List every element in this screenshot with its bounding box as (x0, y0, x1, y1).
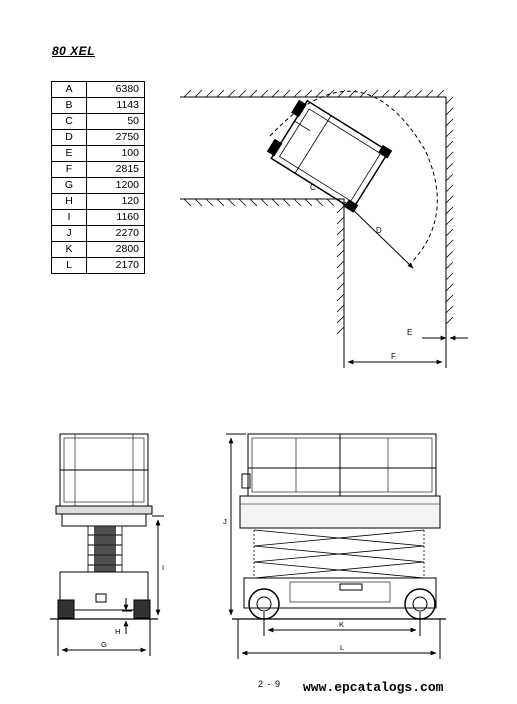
dim-key: L (52, 258, 87, 274)
hatch-line (272, 90, 279, 97)
hatch-line (294, 199, 301, 206)
hatch-line (446, 163, 453, 170)
hatch-line (195, 90, 202, 97)
hatch-line (337, 217, 344, 224)
hatch-line (337, 294, 344, 301)
hatch-line (337, 327, 344, 334)
dim-value: 1160 (87, 210, 145, 226)
hatch-line (446, 185, 453, 192)
corridor-plan-view (180, 90, 468, 368)
dim-value: 120 (87, 194, 145, 210)
machine-top-view (264, 95, 391, 212)
page-number: 2 - 9 (258, 679, 282, 689)
label-g: G (101, 640, 107, 649)
hatch-line (446, 174, 453, 181)
dim-key: K (52, 242, 87, 258)
hatch-line (437, 90, 444, 97)
dim-key: G (52, 178, 87, 194)
dim-key: C (52, 114, 87, 130)
hatch-line (446, 130, 453, 137)
hatch-line (446, 306, 453, 313)
dim-value: 2270 (87, 226, 145, 242)
model-title: 80 XEL (52, 44, 96, 58)
hatch-line (382, 90, 389, 97)
label-f: F (391, 352, 396, 361)
outer-wall (180, 97, 446, 331)
hatch-line (261, 90, 268, 97)
label-d: D (376, 226, 382, 235)
hatch-line (415, 90, 422, 97)
side-view (226, 434, 446, 659)
label-c: C (310, 183, 316, 192)
hatch-line (206, 90, 213, 97)
hatch-line (446, 97, 453, 104)
hatch-line (217, 199, 224, 206)
hatch-line (446, 251, 453, 258)
hatch-line (337, 261, 344, 268)
hatch-line (184, 90, 191, 97)
wall-hatching (184, 90, 453, 334)
hatch-line (228, 199, 235, 206)
dim-value: 100 (87, 146, 145, 162)
hatch-line (294, 90, 301, 97)
hatch-line (327, 90, 334, 97)
hatch-line (404, 90, 411, 97)
dim-value: 2800 (87, 242, 145, 258)
hatch-line (228, 90, 235, 97)
hatch-line (337, 239, 344, 246)
label-i: I (162, 563, 165, 572)
website-link[interactable]: www.epcatalogs.com (303, 680, 444, 695)
dim-key: D (52, 130, 87, 146)
hatch-line (272, 199, 279, 206)
hatch-line (338, 90, 345, 97)
hatch-line (206, 199, 213, 206)
hatch-line (446, 262, 453, 269)
hatch-line (446, 240, 453, 247)
dim-key: A (52, 82, 87, 98)
dim-key: H (52, 194, 87, 210)
front-view (50, 434, 164, 656)
hatch-line (426, 90, 433, 97)
hatch-line (446, 196, 453, 203)
dim-value: 2750 (87, 130, 145, 146)
inner-wall (180, 199, 344, 331)
hatch-line (316, 90, 323, 97)
label-e: E (407, 328, 413, 337)
hatch-line (446, 273, 453, 280)
hatch-line (446, 119, 453, 126)
hatch-line (261, 199, 268, 206)
dim-key: J (52, 226, 87, 242)
hatch-line (337, 250, 344, 257)
label-h: H (115, 627, 121, 636)
hatch-line (283, 90, 290, 97)
hatch-line (446, 229, 453, 236)
hatch-line (371, 90, 378, 97)
hatch-line (316, 199, 323, 206)
hatch-line (327, 199, 334, 206)
hatch-line (446, 141, 453, 148)
hatch-line (305, 199, 312, 206)
hatch-line (446, 207, 453, 214)
hatch-line (446, 108, 453, 115)
dim-value: 50 (87, 114, 145, 130)
hatch-line (337, 283, 344, 290)
dim-key: E (52, 146, 87, 162)
dim-d-line (345, 202, 413, 268)
dim-value: 1200 (87, 178, 145, 194)
dim-value: 1143 (87, 98, 145, 114)
dim-key: F (52, 162, 87, 178)
label-j: J (223, 517, 227, 526)
label-l: L (340, 643, 345, 652)
turning-arc (270, 91, 437, 262)
dim-value: 2170 (87, 258, 145, 274)
hatch-line (305, 90, 312, 97)
hatch-line (446, 295, 453, 302)
hatch-line (283, 199, 290, 206)
hatch-line (337, 228, 344, 235)
hatch-line (337, 316, 344, 323)
hatch-line (239, 199, 246, 206)
hatch-line (446, 218, 453, 225)
hatch-line (250, 90, 257, 97)
hatch-line (446, 284, 453, 291)
hatch-line (337, 272, 344, 279)
hatch-line (217, 90, 224, 97)
hatch-line (337, 206, 344, 213)
hatch-line (337, 305, 344, 312)
hatch-line (446, 317, 453, 324)
dim-key: B (52, 98, 87, 114)
hatch-line (195, 199, 202, 206)
hatch-line (250, 199, 257, 206)
dim-value: 2815 (87, 162, 145, 178)
hatch-line (239, 90, 246, 97)
dim-key: I (52, 210, 87, 226)
scissor-arms (254, 530, 424, 578)
hatch-line (446, 152, 453, 159)
label-k: K (339, 620, 345, 629)
hatch-line (184, 199, 191, 206)
hatch-line (393, 90, 400, 97)
dim-value: 6380 (87, 82, 145, 98)
